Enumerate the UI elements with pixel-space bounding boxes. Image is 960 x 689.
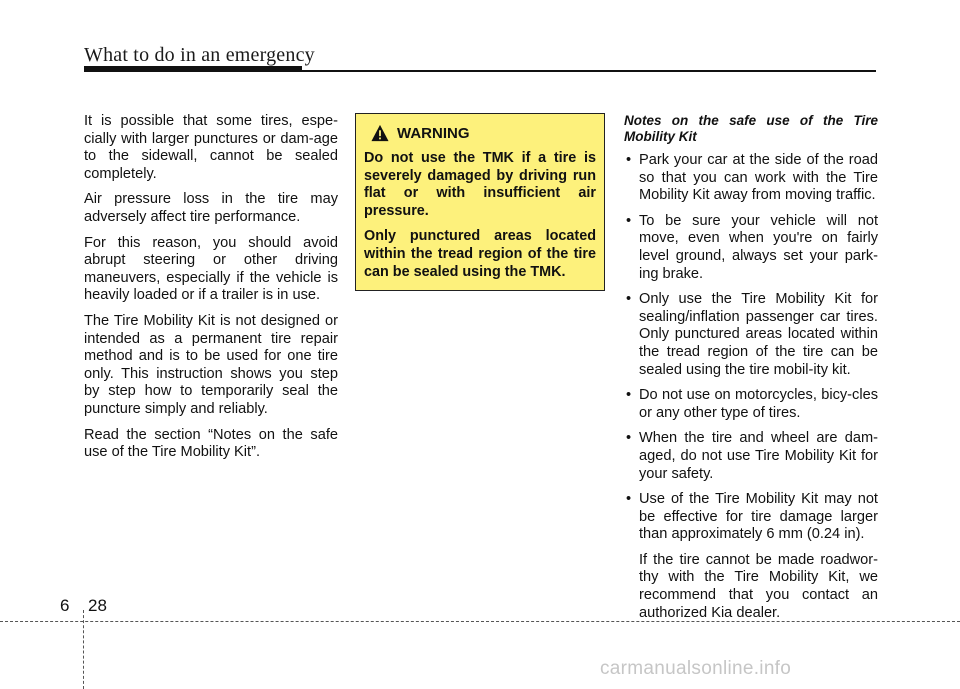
left-column xyxy=(84,113,338,470)
warning-text: Only punctured areas located within the tread region of the tire can be sealed using the TMK. xyxy=(364,228,596,280)
list-item-text: Park your car at the side of the road so that you can work with the Tire Mobility Kit away from moving traffic. xyxy=(639,152,878,204)
list-item xyxy=(624,213,878,283)
right-column xyxy=(624,113,878,630)
paragraph: For this reason, you should avoid abrupt steering or other driving maneuvers, especially if the vehicle is heavily loaded or if a trailer is in use. xyxy=(84,234,338,304)
section-heading: Notes on the safe use of the Tire Mobility Kit xyxy=(624,113,878,144)
warning-header xyxy=(364,124,596,146)
list-item xyxy=(624,152,878,205)
paragraph: Read the section “Notes on the safe use of the Tire Mobility Kit”. xyxy=(84,426,338,461)
notes-list xyxy=(624,152,878,622)
warning-box xyxy=(355,113,605,291)
list-item-text: Do not use on motorcycles, bicy-cles or any other type of tires. xyxy=(639,387,878,421)
footer-rule xyxy=(0,621,960,622)
bullet-icon: • xyxy=(626,430,632,447)
list-item xyxy=(624,430,878,483)
list-item xyxy=(624,291,878,379)
list-item xyxy=(624,491,878,622)
list-item-text: Use of the Tire Mobility Kit may not be effective for tire damage larger than approximately 6 mm (0.24 in). xyxy=(639,491,878,543)
list-item-continuation: If the tire cannot be made roadwor-thy with the Tire Mobility Kit, we recommend that you contact an authorized Kia dealer. xyxy=(639,551,878,621)
bullet-icon: • xyxy=(626,491,632,508)
footer-divider xyxy=(83,610,84,689)
header-rule xyxy=(84,70,876,72)
page-number: 28 xyxy=(88,596,107,615)
chapter-number: 6 xyxy=(60,596,70,615)
page-header-title: What to do in an emergency xyxy=(84,44,315,66)
bullet-icon: • xyxy=(626,291,632,308)
warning-title: WARNING xyxy=(397,125,470,142)
bullet-icon: • xyxy=(626,387,632,404)
paragraph: Air pressure loss in the tire may adversely affect tire performance. xyxy=(84,191,338,225)
list-item-text: Only use the Tire Mobility Kit for sealing/inflation passenger car tires. Only punctured areas located within the tread region of the tire can be sealed using the tire mobil-ity kit. xyxy=(639,291,878,378)
warning-triangle-icon xyxy=(371,124,389,142)
list-item-text: To be sure your vehicle will not move, even when you're on fairly level ground, always set your park-ing brake. xyxy=(639,212,878,282)
watermark: carmanualsonline.info xyxy=(600,658,792,679)
bullet-icon: • xyxy=(626,152,632,168)
warning-text: Do not use the TMK if a tire is severely damaged by driving run flat or with insufficient air pressure. xyxy=(364,150,596,219)
list-item-text: When the tire and wheel are dam-aged, do not use Tire Mobility Kit for your safety. xyxy=(639,430,878,482)
paragraph: The Tire Mobility Kit is not designed or intended as a permanent tire repair method and is to be used for one tire only. This instruction shows you step by step how to temporarily seal the puncture simply and reliably. xyxy=(84,312,338,417)
list-item xyxy=(624,387,878,422)
bullet-icon: • xyxy=(626,212,632,229)
paragraph: It is possible that some tires, espe-cially with larger punctures or dam-age to the sidewall, cannot be sealed completely. xyxy=(84,113,338,182)
